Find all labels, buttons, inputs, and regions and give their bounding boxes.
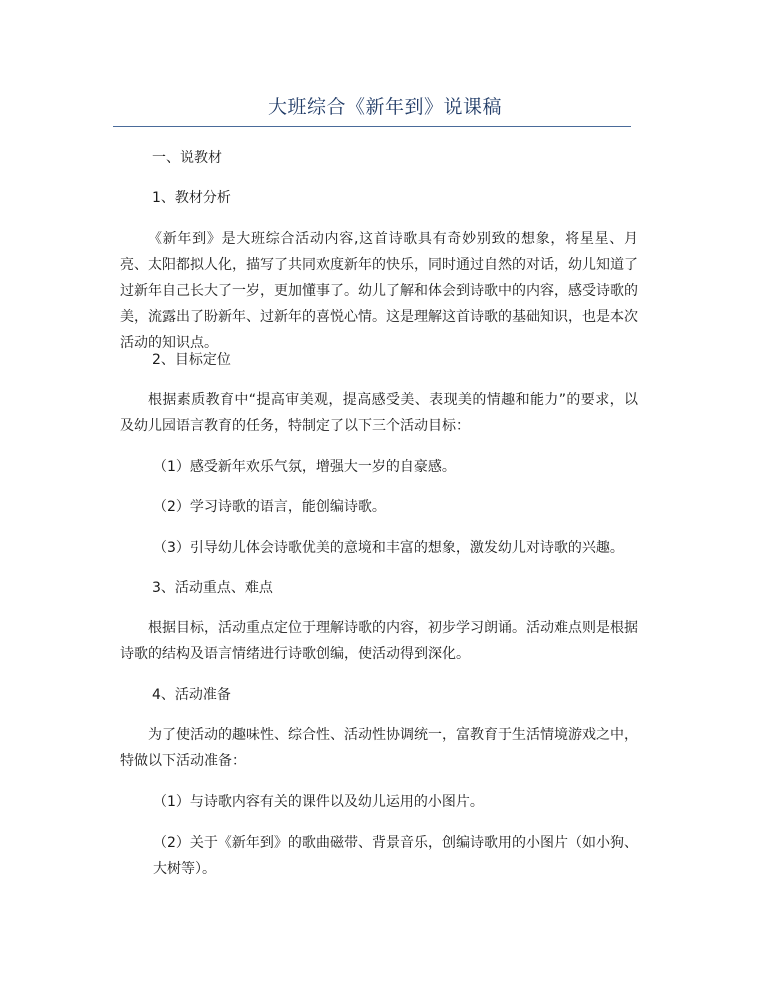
goal-item-3: （3）引导幼儿体会诗歌优美的意境和丰富的想象，激发幼儿对诗歌的兴趣。 — [153, 540, 624, 556]
subheading-goal-positioning: 2、目标定位 — [152, 352, 231, 368]
preparation-item-2: （2）关于《新年到》的歌曲磁带、背景音乐，创编诗歌用的小图片（如小狗、大树等）。 — [153, 835, 638, 877]
paragraph-goal-positioning: 根据素质教育中“提高审美观，提高感受美、表现美的情趣和能力”的要求，以及幼儿园语言教育的任务，特制定了以下三个活动目标： — [120, 392, 638, 434]
title-divider — [113, 126, 631, 127]
paragraph-material-analysis: 《新年到》是大班综合活动内容,这首诗歌具有奇妙别致的想象，将星星、月亮、太阳都拟人化，描写了共同欢度新年的快乐，同时通过自然的对话，幼儿知道了过新年自己长大了一岁，更加懂事了。幼儿了解和体会到诗歌中的内容，感受诗歌的美，流露出了盼新年、过新年的喜悦心情。这是理解这首诗歌的基础知识，也是本次活动的知识点。 — [120, 231, 638, 351]
goal-item-1: （1）感受新年欢乐气氛，增强大一岁的自豪感。 — [153, 459, 456, 475]
paragraph-activity-preparation: 为了使活动的趣味性、综合性、活动性协调统一，富教育于生活情境游戏之中，特做以下活动准备： — [120, 727, 638, 769]
subheading-key-difficult-points: 3、活动重点、难点 — [152, 580, 273, 596]
goal-item-2: （2）学习诗歌的语言，能创编诗歌。 — [153, 499, 386, 515]
subheading-material-analysis: 1、教材分析 — [152, 190, 231, 206]
section-heading-teaching-material: 一、说教材 — [152, 150, 222, 166]
preparation-item-1: （1）与诗歌内容有关的课件以及幼儿运用的小图片。 — [153, 794, 484, 810]
paragraph-key-difficult-points: 根据目标，活动重点定位于理解诗歌的内容，初步学习朗诵。活动难点则是根据诗歌的结构及语言情绪进行诗歌创编，使活动得到深化。 — [120, 620, 638, 662]
document-title: 大班综合《新年到》说课稿 — [267, 96, 502, 118]
subheading-activity-preparation: 4、活动准备 — [152, 687, 231, 703]
